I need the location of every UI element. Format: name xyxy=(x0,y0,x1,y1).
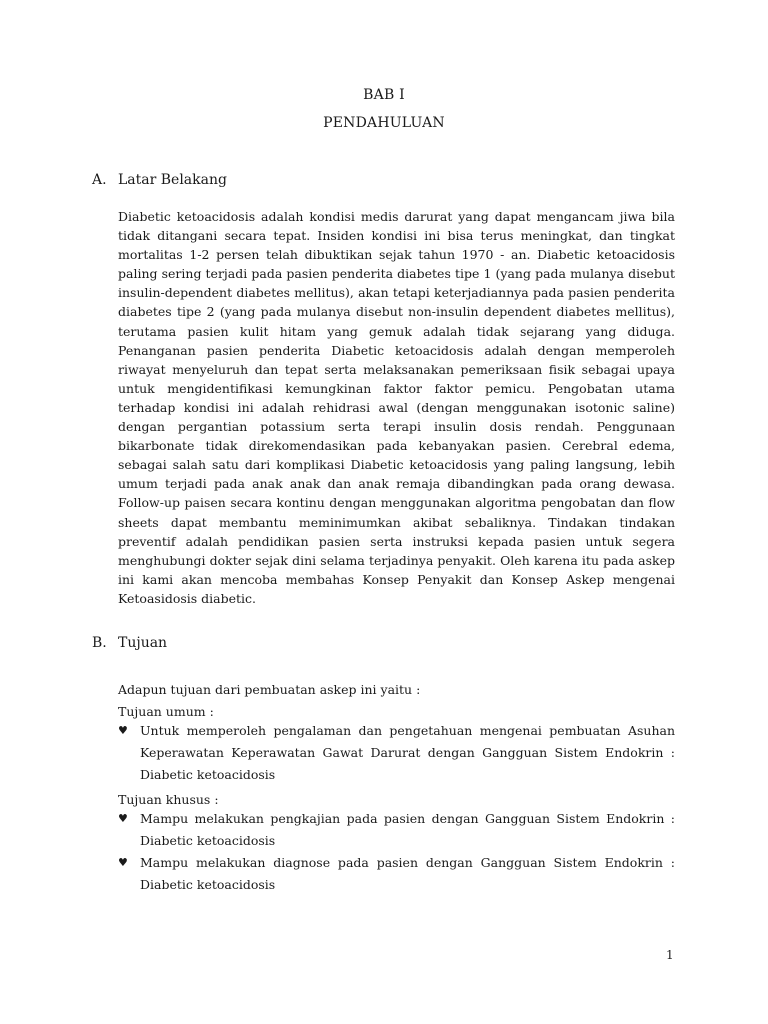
heart-bullet-icon: ♥ xyxy=(118,812,128,825)
objectives-intro: Adapun tujuan dari pembuatan askep ini yaitu : xyxy=(118,682,421,697)
section-a-heading xyxy=(92,172,227,188)
list-item xyxy=(118,720,675,786)
general-objective-label: Tujuan umum : xyxy=(118,704,214,719)
list-item xyxy=(118,852,675,896)
background-paragraph: Diabetic ketoacidosis adalah kondisi medis darurat yang dapat mengancam jiwa bila tidak ditangani secara tepat. Insiden kondisi ini bisa terus meningkat, dan tingkat mortalitas 1-2 persen telah dibuktikan sejak tahun 1970 - an. Diabetic ketoacidosis paling sering terjadi pada pasien penderita diabetes tipe 1 (yang pada mulanya disebut insulin-dependent diabetes mellitus), akan tetapi keterjadiannya pada pasien penderita diabetes tipe 2 (yang pada mulanya disebut non-insulin dependent diabetes mellitus), terutama pasien kulit hitam yang gemuk adalah tidak sejarang yang diduga. Penanganan pasien penderita Diabetic ketoacidosis adalah dengan memperoleh riwayat menyeluruh dan tepat serta melaksanakan pemeriksaan fisik sebagai upaya untuk mengidentifikasi kemungkinan faktor faktor pemicu. Pengobatan utama terhadap kondisi ini adalah rehidrasi awal (dengan menggunakan isotonic saline) dengan pergantian potassium serta terapi insulin dosis rendah. Penggunaan bikarbonate tidak direkomendasikan pada kebanyakan pasien. Cerebral edema, sebagai salah satu dari komplikasi Diabetic ketoacidosis yang paling langsung, lebih umum terjadi pada anak anak dan anak remaja dibandingkan pada orang dewasa. Follow-up paisen secara kontinu dengan menggunakan algoritma pengobatan dan flow sheets dapat membantu meminimumkan akibat sebaliknya. Tindakan tindakan preventif adalah pendidikan pasien serta instruksi kepada pasien untuk segera menghubungi dokter sejak dini selama terjadinya penyakit. Oleh karena itu pada askep ini kami akan mencoba membahas Konsep Penyakit dan Konsep Askep mengenai Ketoasidosis diabetic. xyxy=(118,209,675,606)
list-item-text: Mampu melakukan pengkajian pada pasien dengan Gangguan Sistem Endokrin : Diabetic ketoacidosis xyxy=(140,811,675,848)
section-b-title: Tujuan xyxy=(118,635,168,651)
chapter-number: BAB I xyxy=(363,87,405,103)
list-item-text: Mampu melakukan diagnose pada pasien dengan Gangguan Sistem Endokrin : Diabetic ketoacidosis xyxy=(140,855,675,892)
heart-bullet-icon: ♥ xyxy=(118,724,128,737)
specific-objective-label: Tujuan khusus : xyxy=(118,792,219,807)
heart-bullet-icon: ♥ xyxy=(118,856,128,869)
section-b-letter: B. xyxy=(92,635,107,651)
page-number: 1 xyxy=(666,948,674,962)
section-a-title: Latar Belakang xyxy=(118,172,227,188)
list-item xyxy=(118,808,675,852)
list-item-text: Untuk memperoleh pengalaman dan pengetahuan mengenai pembuatan Asuhan Keperawatan Keperawatan Gawat Darurat dengan Gangguan Sistem Endokrin : Diabetic ketoacidosis xyxy=(140,723,675,782)
chapter-title: PENDAHULUAN xyxy=(323,115,445,131)
section-a-letter: A. xyxy=(92,172,107,188)
section-b-heading xyxy=(92,635,167,651)
